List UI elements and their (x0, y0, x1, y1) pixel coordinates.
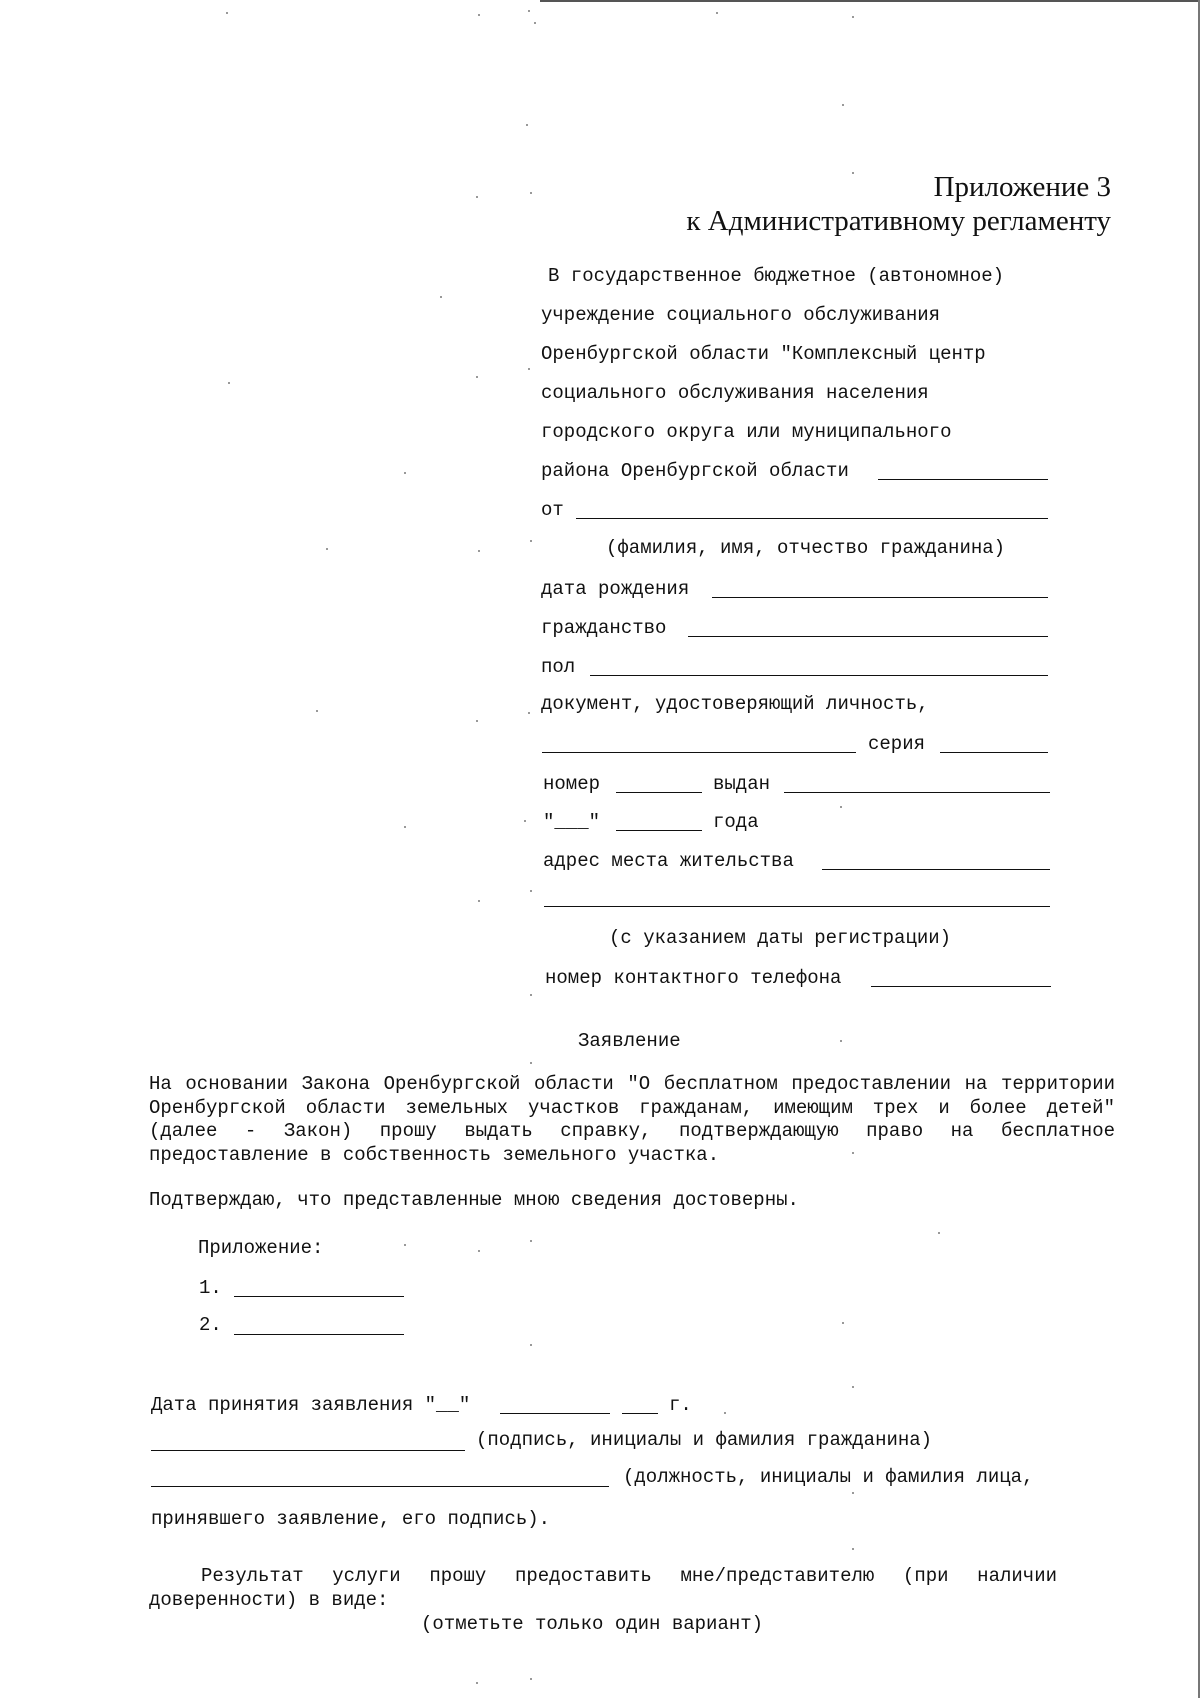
attachment-1-label: 1. (199, 1277, 222, 1299)
official-blank[interactable] (151, 1486, 609, 1487)
acceptance-year-blank[interactable] (622, 1413, 658, 1414)
id-document-blank[interactable] (542, 752, 856, 753)
statement-body: На основании Закона Оренбургской области "О бесплатном предоставлении на территории Оренбургской области земельных участков гражданам, имеющим трех и более детей" (далее - Закон) прошу выдать справку, подтверждающую право на бесплатное предоставление в собственность земельного участка. (149, 1073, 1115, 1166)
acceptance-year-suffix: г. (669, 1394, 692, 1416)
issue-date-day: "___" (543, 811, 601, 833)
fio-blank[interactable] (576, 518, 1048, 519)
issued-blank[interactable] (784, 792, 1050, 793)
id-document-label: документ, удостоверяющий личность, (541, 693, 929, 715)
official-hint: (должность, инициалы и фамилия лица, (623, 1466, 1034, 1488)
birth-date-label: дата рождения (541, 578, 690, 600)
sex-blank[interactable] (590, 675, 1048, 676)
addressee-line-3: Оренбургской области "Комплексный центр (541, 343, 986, 365)
citizenship-label: гражданство (541, 617, 667, 639)
issue-date-blank[interactable] (616, 830, 702, 831)
year-label: года (713, 811, 759, 833)
result-choice-hint: (отметьте только один вариант) (421, 1613, 764, 1635)
addressee-line-2: учреждение социального обслуживания (541, 304, 941, 326)
issued-label: выдан (713, 773, 771, 795)
acceptance-date-label: Дата принятия заявления "__" (151, 1394, 471, 1416)
scan-edge-top (540, 0, 1200, 2)
phone-blank[interactable] (871, 986, 1051, 987)
phone-label: номер контактного телефона (545, 967, 842, 989)
series-blank[interactable] (940, 752, 1048, 753)
address-blank-2[interactable] (544, 906, 1050, 907)
district-blank[interactable] (878, 479, 1048, 480)
result-text: Результат услуги прошу предоставить мне/представителю (при наличии доверенности) в виде: (149, 1565, 1057, 1611)
series-label: серия (868, 733, 926, 755)
statement-title: Заявление (578, 1030, 681, 1052)
attachments-label: Приложение: (198, 1237, 324, 1259)
confirm-text: Подтверждаю, что представленные мною сведения достоверны. (149, 1189, 799, 1211)
appendix-regulation: к Административному регламенту (686, 205, 1111, 237)
addressee-line-6: района Оренбургской области (541, 460, 849, 482)
addressee-line-5: городского округа или муниципального (541, 421, 952, 443)
addressee-line-4: социального обслуживания населения (541, 382, 929, 404)
fio-hint: (фамилия, имя, отчество гражданина) (606, 537, 1006, 559)
signature-blank[interactable] (151, 1450, 465, 1451)
from-label: от (541, 499, 564, 521)
appendix-number: Приложение 3 (933, 171, 1111, 203)
registration-hint: (с указанием даты регистрации) (609, 927, 952, 949)
address-label: адрес места жительства (543, 850, 794, 872)
number-label: номер (543, 773, 601, 795)
attachment-2-blank[interactable] (234, 1334, 404, 1335)
number-blank[interactable] (616, 792, 702, 793)
attachment-1-blank[interactable] (234, 1296, 404, 1297)
addressee-line-1: В государственное бюджетное (автономное) (548, 265, 1005, 287)
sex-label: пол (541, 656, 576, 678)
acceptance-date-blank[interactable] (500, 1413, 610, 1414)
official-hint-cont: принявшего заявление, его подпись). (151, 1508, 551, 1530)
citizenship-blank[interactable] (688, 636, 1048, 637)
birth-date-blank[interactable] (712, 597, 1048, 598)
address-blank-1[interactable] (822, 869, 1050, 870)
signature-hint: (подпись, инициалы и фамилия гражданина) (476, 1429, 933, 1451)
attachment-2-label: 2. (199, 1314, 222, 1336)
